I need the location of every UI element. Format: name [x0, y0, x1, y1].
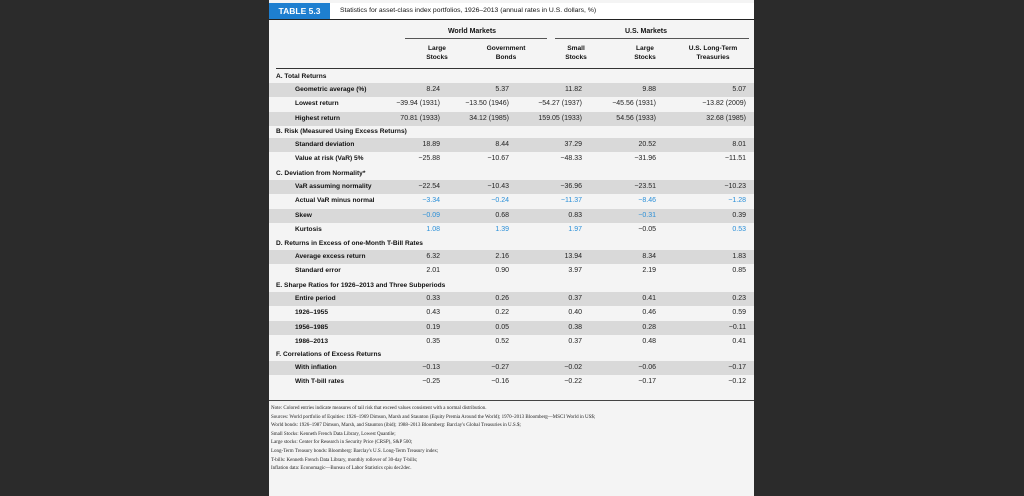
- table-cell: −0.05: [638, 225, 656, 233]
- table-cell: −0.17: [728, 364, 746, 371]
- table-cell: 0.38: [568, 323, 582, 331]
- table-cell: 0.41: [642, 295, 656, 302]
- table-cell: 0.40: [568, 309, 582, 317]
- row-label: Lowest return: [295, 100, 339, 108]
- table-cell: 0.22: [495, 309, 509, 317]
- table-row: [269, 335, 754, 349]
- table-row: [269, 152, 754, 166]
- table-cell: −0.16: [491, 378, 509, 386]
- table-cell: 0.37: [568, 295, 582, 302]
- table-cell: 0.39: [732, 211, 746, 219]
- column-header: [469, 44, 543, 62]
- table-cell: 20.52: [638, 141, 656, 148]
- table-cell: −31.96: [634, 155, 656, 163]
- table-cell: −3.34: [422, 197, 440, 205]
- table-row: [269, 83, 754, 97]
- table-cell: 37.29: [564, 141, 582, 148]
- note-line: Long-Term Treasury bonds: Bloomberg: Barclay's U.S. Long-Term Treasury index;: [271, 448, 439, 454]
- table-row: [269, 361, 754, 375]
- table-cell: −1.28: [728, 197, 746, 205]
- table-cell: 0.85: [732, 267, 746, 275]
- section-title: A. Total Returns: [276, 73, 327, 80]
- table-number-badge: TABLE 5.3: [269, 3, 330, 19]
- table-row: [269, 250, 754, 264]
- table-cell: 13.94: [564, 253, 582, 260]
- section-title: D. Returns in Excess of one-Month T-Bill Rates: [276, 240, 423, 247]
- note-line: Small Stocks: Kenneth French Data Library, Lowest Quantile;: [271, 431, 396, 437]
- table-cell: −0.12: [728, 378, 746, 386]
- table-cell: −0.27: [491, 364, 509, 371]
- group-header-world: World Markets: [447, 28, 497, 35]
- row-label: 1986–2013: [295, 337, 329, 345]
- table-cell: −0.13: [422, 364, 440, 371]
- table-row: [269, 209, 754, 223]
- column-header-line: Stocks: [634, 54, 656, 61]
- table-row: [269, 180, 754, 194]
- table-cell: 0.35: [426, 337, 440, 345]
- table-cell: 0.46: [642, 309, 656, 317]
- group-rule-world: [405, 38, 547, 39]
- column-header-line: Bonds: [495, 54, 517, 61]
- table-cell: −0.06: [638, 364, 656, 371]
- table-cell: 0.23: [732, 295, 746, 302]
- row-label: Geometric average (%): [295, 86, 367, 93]
- table-cell: −8.46: [638, 197, 656, 205]
- table-row: [269, 112, 754, 126]
- table-cell: 11.82: [565, 86, 582, 93]
- table-cell: −10.43: [487, 183, 509, 190]
- column-header: [400, 44, 474, 62]
- column-header-line: Large: [428, 45, 446, 52]
- table-row: [269, 321, 754, 335]
- table-cell: 0.19: [426, 323, 440, 331]
- table-row: [269, 97, 754, 111]
- footer-rule: [269, 400, 754, 401]
- column-header-line: Government: [486, 45, 526, 52]
- table-cell: −54.27 (1937): [538, 100, 582, 108]
- table-row: [269, 292, 754, 306]
- table-cell: 5.07: [732, 86, 746, 93]
- note-line: Sources: World portfolio of Equities: 1926–1969 Dimson, Marsh and Staunton (Equity Premia Around the World); 1970–2013 Bloomberg—MSCI World in US$;: [271, 414, 596, 420]
- row-label: Value at risk (VaR) 5%: [295, 155, 364, 163]
- table-cell: −11.37: [560, 197, 582, 205]
- table-cell: −11.51: [724, 155, 746, 163]
- table-cell: −0.11: [728, 323, 746, 331]
- table-cell: 8.01: [732, 141, 746, 148]
- table-cell: 0.59: [732, 309, 746, 317]
- table-cell: 8.44: [495, 141, 509, 148]
- table-row: [269, 375, 754, 389]
- row-label: Kurtosis: [295, 225, 322, 233]
- table-cell: 8.24: [426, 86, 440, 93]
- column-header-line: Large: [636, 45, 654, 52]
- row-label: 1926–1955: [295, 309, 329, 317]
- table-cell: −23.51: [634, 183, 656, 190]
- table-cell: 3.97: [568, 267, 582, 275]
- note-line: Inflation data: Economagic—Bureau of Labor Statistics cpiu dec2dec.: [271, 466, 412, 472]
- table-cell: −10.67: [487, 155, 509, 163]
- row-label: Skew: [295, 211, 312, 219]
- table-cell: 54.56 (1933): [616, 114, 656, 122]
- group-header-us: U.S. Markets: [624, 28, 668, 35]
- table-cell: 0.43: [426, 309, 440, 317]
- table-cell: −0.25: [422, 378, 440, 386]
- table-cell: −0.22: [564, 378, 582, 386]
- table-title-bar: [269, 3, 754, 20]
- table-cell: 1.97: [568, 225, 582, 233]
- table-row: [269, 194, 754, 208]
- table-cell: 6.32: [426, 253, 440, 260]
- row-label: Standard deviation: [295, 141, 355, 148]
- table-row: [269, 306, 754, 320]
- table-notes: [271, 405, 731, 474]
- row-label: With inflation: [295, 364, 337, 371]
- table-cell: 0.33: [426, 295, 440, 302]
- group-rule-us: [555, 38, 749, 39]
- table-cell: 159.05 (1933): [538, 114, 582, 122]
- row-label: Standard error: [295, 267, 341, 275]
- table-cell: 2.16: [495, 253, 509, 260]
- table-cell: 0.48: [642, 337, 656, 345]
- column-header-line: U.S. Long-Term: [688, 45, 738, 52]
- table-cell: 2.19: [642, 267, 656, 275]
- header-rule: [276, 68, 754, 69]
- section-title: F. Correlations of Excess Returns: [276, 351, 382, 358]
- table-title: Statistics for asset-class index portfolios, 1926–2013 (annual rates in U.S. dollars, %): [340, 7, 597, 14]
- column-header-line: Stocks: [426, 54, 448, 61]
- row-label: Average excess return: [295, 253, 366, 260]
- table-cell: −0.02: [564, 364, 582, 371]
- table-cell: 1.83: [732, 253, 746, 260]
- table-cell: −48.33: [560, 155, 582, 163]
- table-row: [269, 223, 754, 237]
- table-cell: −13.50 (1946): [465, 100, 509, 108]
- row-label: Entire period: [295, 295, 336, 302]
- note-line: Large stocks: Center for Research in Security Price (CRSP), S&P 500;: [271, 440, 413, 446]
- table-cell: 0.05: [495, 323, 509, 331]
- row-label: With T-bill rates: [295, 378, 345, 386]
- row-label: VaR assuming normality: [295, 183, 372, 190]
- table-cell: 9.88: [642, 86, 656, 93]
- table-cell: −0.31: [638, 211, 656, 219]
- table-row: [269, 138, 754, 152]
- section-title: E. Sharpe Ratios for 1926–2013 and Three Subperiods: [276, 282, 446, 289]
- table-cell: 2.01: [426, 267, 440, 275]
- table-cell: 0.37: [568, 337, 582, 345]
- table-cell: −0.24: [491, 197, 509, 205]
- column-header-line: Stocks: [565, 54, 587, 61]
- table-cell: −22.54: [418, 183, 440, 190]
- table-cell: 70.81 (1933): [400, 114, 440, 122]
- table-cell: 34.12 (1985): [469, 114, 509, 122]
- table-cell: 0.90: [495, 267, 509, 275]
- row-label: Highest return: [295, 114, 341, 122]
- section-title: B. Risk (Measured Using Excess Returns): [276, 128, 407, 135]
- table-cell: 5.37: [495, 86, 509, 93]
- table-cell: 0.28: [642, 323, 656, 331]
- table-cell: −0.17: [638, 378, 656, 386]
- table-cell: 0.52: [495, 337, 509, 345]
- column-header-line: Treasuries: [696, 54, 730, 61]
- table-cell: −0.09: [422, 211, 440, 219]
- note-line: World bonds: 1926–1987 Dimson, Marsh, and Staunton (ibid); 1988–2013 Bloomberg: Barclay's Global Treasuries in U.S.$;: [271, 423, 521, 429]
- table-cell: −25.88: [418, 155, 440, 163]
- table-cell: 0.68: [495, 211, 509, 219]
- section-title: C. Deviation from Normality*: [276, 170, 366, 177]
- table-cell: −13.82 (2009): [702, 100, 746, 108]
- table-cell: −39.94 (1931): [396, 100, 440, 108]
- table-cell: −36.96: [560, 183, 582, 190]
- table-cell: 32.68 (1985): [706, 114, 746, 122]
- table-page: [269, 0, 754, 496]
- table-cell: 0.41: [732, 337, 746, 345]
- table-cell: 18.89: [422, 141, 440, 148]
- note-line: Note: Colored entries indicate measures of tail risk that exceed values consistent with a normal distribution.: [271, 406, 487, 411]
- column-header: [539, 44, 613, 62]
- table-row: [269, 264, 754, 278]
- column-header-line: Small: [567, 45, 585, 52]
- table-cell: −45.56 (1931): [612, 100, 656, 108]
- table-cell: −10.23: [724, 183, 746, 190]
- table-cell: 0.26: [495, 295, 509, 302]
- row-label: Actual VaR minus normal: [295, 197, 375, 205]
- column-header: [608, 44, 682, 62]
- note-line: T-bills: Kenneth French Data Library, monthly rollover of 30-day T-bills;: [271, 457, 418, 463]
- table-cell: 8.34: [642, 253, 656, 260]
- table-cell: 0.53: [732, 225, 746, 233]
- row-label: 1956–1985: [295, 323, 329, 331]
- table-cell: 1.39: [495, 225, 509, 233]
- table-cell: 0.83: [568, 211, 582, 219]
- column-header: [673, 44, 753, 62]
- table-cell: 1.08: [426, 225, 440, 233]
